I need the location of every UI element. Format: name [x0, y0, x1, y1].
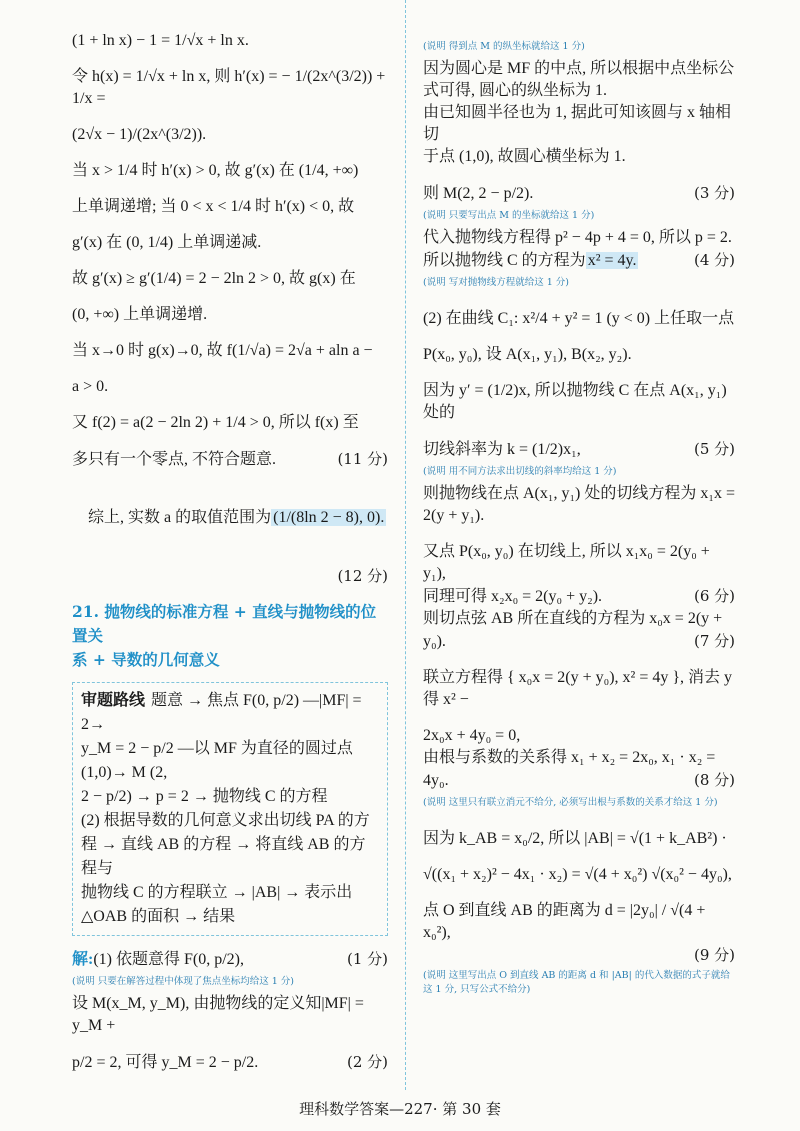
score-row — [72, 565, 388, 586]
text-line: (1) 依题意得 F(0, p/2), — [93, 951, 245, 968]
score-row — [72, 948, 388, 971]
text-line: 式可得, 圆心的纵坐标为 1. — [423, 82, 608, 99]
column-divider — [405, 0, 406, 1090]
text-line: 因为圆心是 MF 的中点, 所以根据中点坐标公 — [423, 60, 735, 77]
score-label: (6 分) — [693, 587, 735, 605]
scoring-note: (说明 这里写出点 O 到直线 AB 的距离 d 和 |AB| 的代入数据的式子就给这 1 分, 只写公式不给分) — [423, 970, 730, 995]
text-line: 令 h(x) = 1/√x + ln x, 则 h′(x) = − 1/(2x^(3/2)) + 1/x = — [72, 68, 390, 107]
route-label: 审题路线 — [81, 692, 146, 709]
highlighted-answer: x² = 4y. — [587, 252, 637, 269]
text-line: 由根与系数的关系得 x₁ + x₂ = 2x₀, x₁ · x₂ = — [423, 749, 716, 766]
page-footer: 理科数学答案—227· 第 30 套 — [299, 1100, 501, 1118]
text-line: 由已知圆半径也为 1, 据此可知该圆与 x 轴相切 — [423, 104, 732, 143]
score-row — [423, 944, 735, 965]
score-label: (4 分) — [693, 251, 735, 269]
score-label: (11 分) — [337, 450, 388, 468]
text-line: 代入抛物线方程得 p² − 4p + 4 = 0, 所以 p = 2. — [423, 229, 732, 246]
text-line: 当 x→0 时 g(x)→0, 故 f(1/√a) = 2√a + aln a − — [72, 342, 373, 359]
text-line: y₀). — [423, 633, 446, 650]
text-line: 则抛物线在点 A(x₁, y₁) 处的切线方程为 x₁x = — [423, 485, 735, 502]
scoring-note: (说明 只要写出点 M 的坐标就给这 1 分) — [423, 210, 595, 221]
text-line: 上单调递增; 当 0 < x < 1/4 时 h′(x) < 0, 故 — [72, 198, 355, 215]
text-line: 设 M(x_M, y_M), 由抛物线的定义知|MF| = y_M + — [72, 995, 368, 1034]
text-line: 2x₀x + 4y₀ = 0, — [423, 727, 521, 744]
route-line: 程 → 直线 AB 的方程 → 将直线 AB 的方程与 — [81, 836, 366, 877]
text-line: 当 x > 1/4 时 h′(x) > 0, 故 g′(x) 在 (1/4, +∞) — [72, 162, 359, 179]
text-line: 2(y + y₁). — [423, 507, 485, 524]
route-line: 抛物线 C 的方程联立 → |AB| → 表示出 — [81, 884, 353, 901]
highlighted-answer: (1/(8ln 2 − 8), 0). — [273, 509, 385, 526]
scoring-note: (说明 只要在解答过程中体现了焦点坐标均给这 1 分) — [72, 976, 295, 987]
route-line: (2) 根据导数的几何意义求出切线 PA 的方 — [81, 812, 370, 829]
text-line: 故 g′(x) ≥ g′(1/4) = 2 − 2ln 2 > 0, 故 g(x) 在 — [72, 270, 356, 287]
text-line: 同理可得 x₂x₀ = 2(y₀ + y₂). — [423, 588, 603, 605]
question-title: 系 + 导数的几何意义 — [72, 650, 220, 669]
solution-label: 解: — [72, 951, 94, 968]
scoring-note: (说明 这里只有联立消元不给分, 必须写出根与系数的关系才给这 1 分) — [423, 797, 718, 808]
text-line: 又 f(2) = a(2 − 2ln 2) + 1/4 > 0, 所以 f(x) 至 — [72, 414, 359, 431]
conclusion-line — [72, 485, 388, 551]
text-line: 又点 P(x₀, y₀) 在切线上, 所以 x₁x₀ = 2(y₀ + y₁), — [423, 543, 714, 582]
solution-route-box — [72, 682, 388, 936]
score-row — [423, 249, 735, 272]
score-row — [423, 630, 735, 653]
score-row — [72, 1051, 388, 1074]
text-line: 则 M(2, 2 − p/2). — [423, 185, 534, 202]
text-line: (0, +∞) 上单调递增. — [72, 306, 208, 323]
text-line: 综上, 实数 a 的取值范围为 — [88, 509, 272, 526]
score-label: (12 分) — [337, 567, 388, 585]
score-row — [423, 438, 735, 461]
text-line: p/2 = 2, 可得 y_M = 2 − p/2. — [72, 1054, 259, 1071]
route-line: y_M = 2 − p/2 —以 MF 为直径的圆过点(1,0)→ M (2, — [81, 740, 353, 781]
text-line: 因为 y′ = (1/2)x, 所以抛物线 C 在点 A(x₁, y₁) 处的 — [423, 382, 731, 421]
score-label: (8 分) — [693, 771, 735, 789]
text-line: (2) 在曲线 C₁: x²/4 + y² = 1 (y < 0) 上任取一点 — [423, 310, 735, 327]
scoring-note: (说明 写对抛物线方程就给这 1 分) — [423, 277, 570, 288]
text-line: 切线斜率为 k = (1/2)x₁, — [423, 441, 581, 458]
text-line: 联立方程得 { x₀x = 2(y + y₀), x² = 4y }, 消去 y 得 x² − — [423, 669, 737, 708]
text-line: P(x₀, y₀), 设 A(x₁, y₁), B(x₂, y₂). — [423, 346, 632, 363]
text-line: (1 + ln x) − 1 = 1/√x + ln x. — [72, 32, 249, 49]
text-line: 则切点弦 AB 所在直线的方程为 x₀x = 2(y + — [423, 610, 723, 627]
text-line: (2√x − 1)/(2x^(3/2)). — [72, 126, 207, 143]
left-column — [72, 30, 388, 1074]
score-label: (3 分) — [693, 184, 735, 202]
question-title: 21. 抛物线的标准方程 + 直线与抛物线的位置关 — [72, 602, 377, 645]
route-line: 审题路线 题意 → 焦点 F(0, p/2) —|MF| = 2→ — [81, 692, 366, 733]
score-label: (5 分) — [693, 440, 735, 458]
score-label: (9 分) — [693, 946, 735, 964]
score-row — [423, 585, 735, 608]
score-label: (2 分) — [346, 1053, 388, 1071]
text-line: √((x₁ + x₂)² − 4x₁ · x₂) = √(4 + x₀²) √(x₀² − 4y₀), — [423, 866, 732, 883]
score-row — [423, 769, 735, 792]
route-line: △OAB 的面积 → 结果 — [81, 908, 236, 925]
text-line: 所以抛物线 C 的方程为 — [423, 252, 586, 269]
scoring-note: (说明 用不同方法求出切线的斜率均给这 1 分) — [423, 466, 617, 477]
text-line: 多只有一个零点, 不符合题意. — [72, 451, 277, 468]
text-line: 于点 (1,0), 故圆心横坐标为 1. — [423, 148, 626, 165]
text-line: a > 0. — [72, 378, 109, 395]
text-line: 4y₀. — [423, 772, 449, 789]
right-column — [423, 40, 735, 1001]
score-label: (1 分) — [346, 950, 388, 968]
text-line: g′(x) 在 (0, 1/4) 上单调递减. — [72, 234, 262, 251]
scoring-note: (说明 得到点 M 的纵坐标就给这 1 分) — [423, 41, 585, 52]
text-line: 点 O 到直线 AB 的距离为 d = |2y₀| / √(4 + x₀²), — [423, 902, 710, 941]
score-label: (7 分) — [693, 632, 735, 650]
route-line: 2 − p/2) → p = 2 → 抛物线 C 的方程 — [81, 788, 328, 805]
score-row — [72, 448, 388, 471]
score-row — [423, 182, 735, 205]
text-line: 因为 k_AB = x₀/2, 所以 |AB| = √(1 + k_AB²) · — [423, 830, 727, 847]
